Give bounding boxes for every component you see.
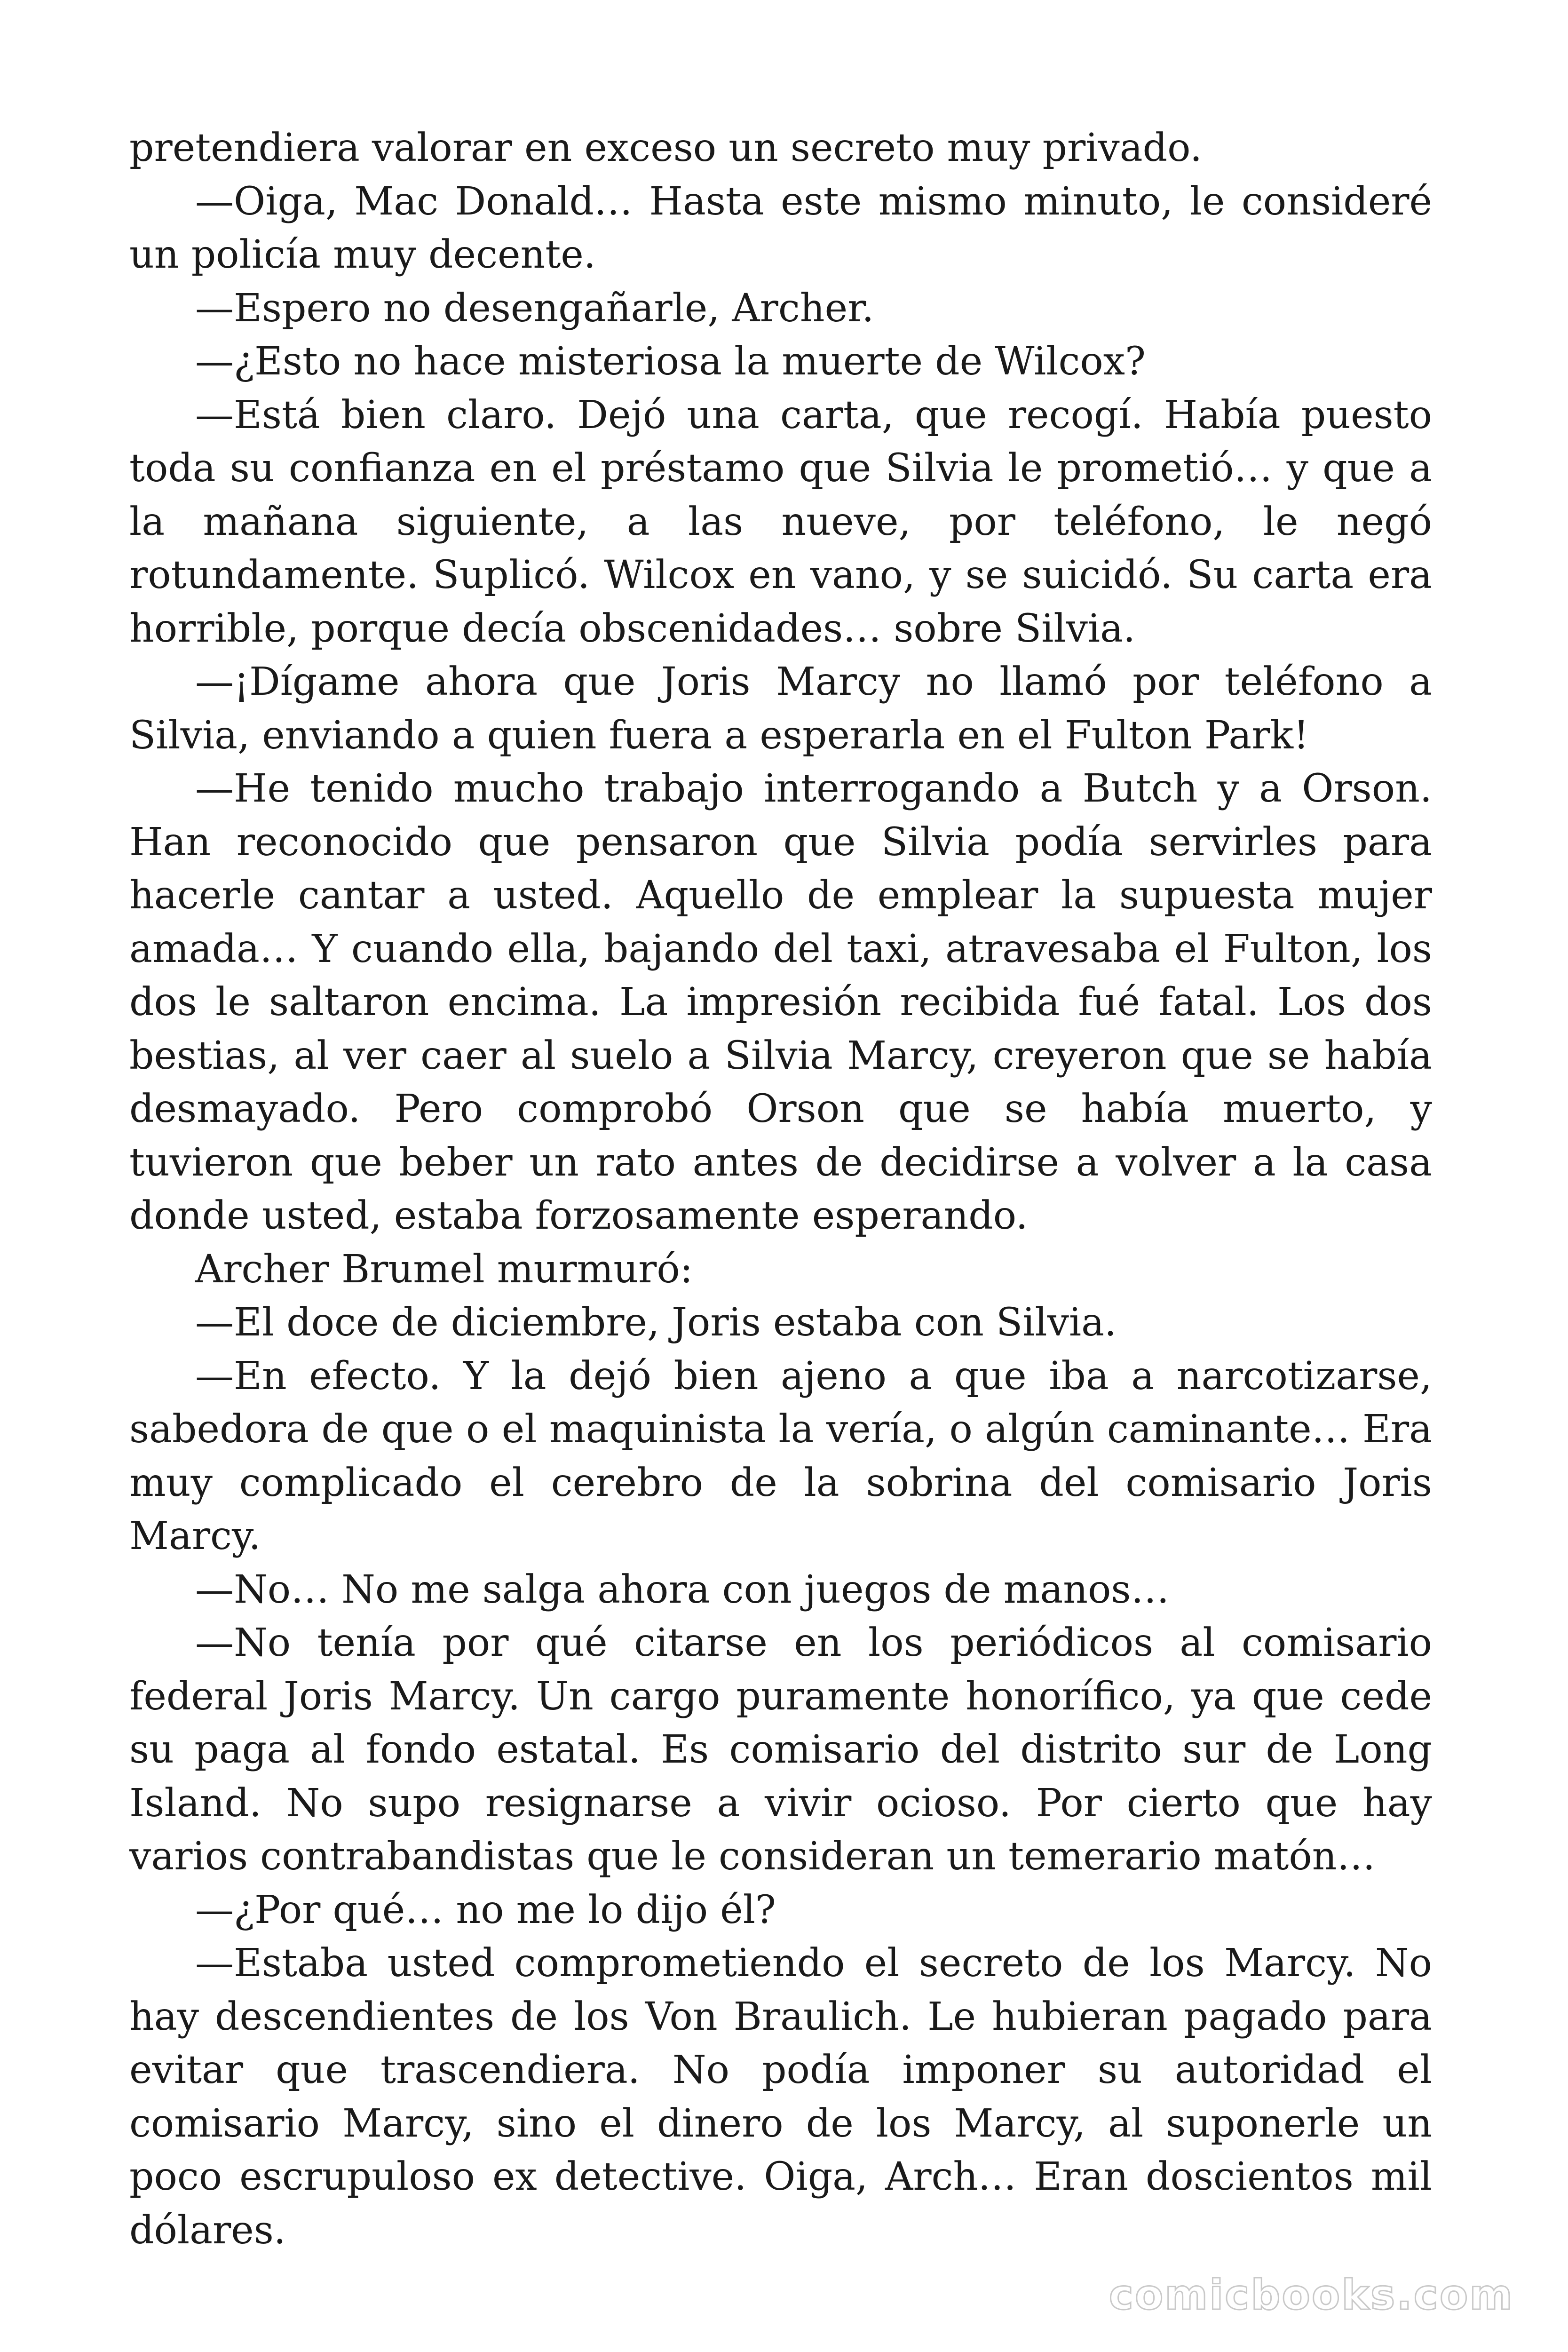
paragraph: —No tenía por qué citarse en los periódicos al comisario federal Joris Marcy. Un cargo puramente honorífico, ya que cede su paga al fondo estatal. Es comisario del distrito sur de Long Island. No supo resignarse a vivir ocioso. Por cierto que hay varios contrabandistas que le consideran un temerario matón… xyxy=(129,1621,1432,1879)
paragraph-continuation: pretendiera valorar en exceso un secreto muy privado. xyxy=(129,126,1203,170)
paragraph: —¡Dígame ahora que Joris Marcy no llamó por teléfono a Silvia, enviando a quien fuera a esperarla en el Fulton Park! xyxy=(129,660,1432,758)
paragraph: —He tenido mucho trabajo interrogando a Butch y a Orson. Han reconocido que pensaron que Silvia podía servirles para hacerle cantar a usted. Aquello de emplear la supuesta mujer amada… Y cuando ella, bajando del taxi, atravesaba el Fulton, los dos le saltaron encima. La impresión recibida fué fatal. Los dos bestias, al ver caer al suelo a Silvia Marcy, creyeron que se había desmayado. Pero comprobó Orson que se había muerto, y tuvieron que beber un rato antes de decidirse a volver a la casa donde usted, estaba forzosamente esperando. xyxy=(129,766,1432,1238)
paragraph: —Espero no desengañarle, Archer. xyxy=(195,286,874,331)
paragraph: —Está bien claro. Dejó una carta, que recogí. Había puesto toda su confianza en el préstamo que Silvia le prometió… y que a la mañana siguiente, a las nueve, por teléfono, le negó rotundamente. Suplicó. Wilcox en vano, y se suicidó. Su carta era horrible, porque decía obscenidades… sobre Silvia. xyxy=(129,392,1432,651)
site-watermark: comicbooks.com xyxy=(1109,2271,1514,2319)
page-body-text xyxy=(129,121,1432,2257)
paragraph: —¿Por qué… no me lo dijo él? xyxy=(195,1887,776,1932)
paragraph: —Oiga, Mac Donald… Hasta este mismo minuto, le consideré un policía muy decente. xyxy=(129,179,1432,277)
paragraph: —¿Esto no hace misteriosa la muerte de Wilcox? xyxy=(195,339,1146,384)
paragraph: —No… No me salga ahora con juegos de manos… xyxy=(195,1567,1170,1612)
paragraph: —En efecto. Y la dejó bien ajeno a que iba a narcotizarse, sabedora de que o el maquinista la vería, o algún caminante… Era muy complicado el cerebro de la sobrina del comisario Joris Marcy. xyxy=(129,1353,1432,1558)
paragraph: —El doce de diciembre, Joris estaba con Silvia. xyxy=(195,1300,1117,1345)
paragraph: Archer Brumel murmuró: xyxy=(195,1247,693,1292)
paragraph: —Estaba usted comprometiendo el secreto de los Marcy. No hay descendientes de los Von Braulich. Le hubieran pagado para evitar que trascendiera. No podía imponer su autoridad el comisario Marcy, sino el dinero de los Marcy, al suponerle un poco escrupuloso ex detective. Oiga, Arch… Eran doscientos mil dólares. xyxy=(129,1941,1432,2253)
